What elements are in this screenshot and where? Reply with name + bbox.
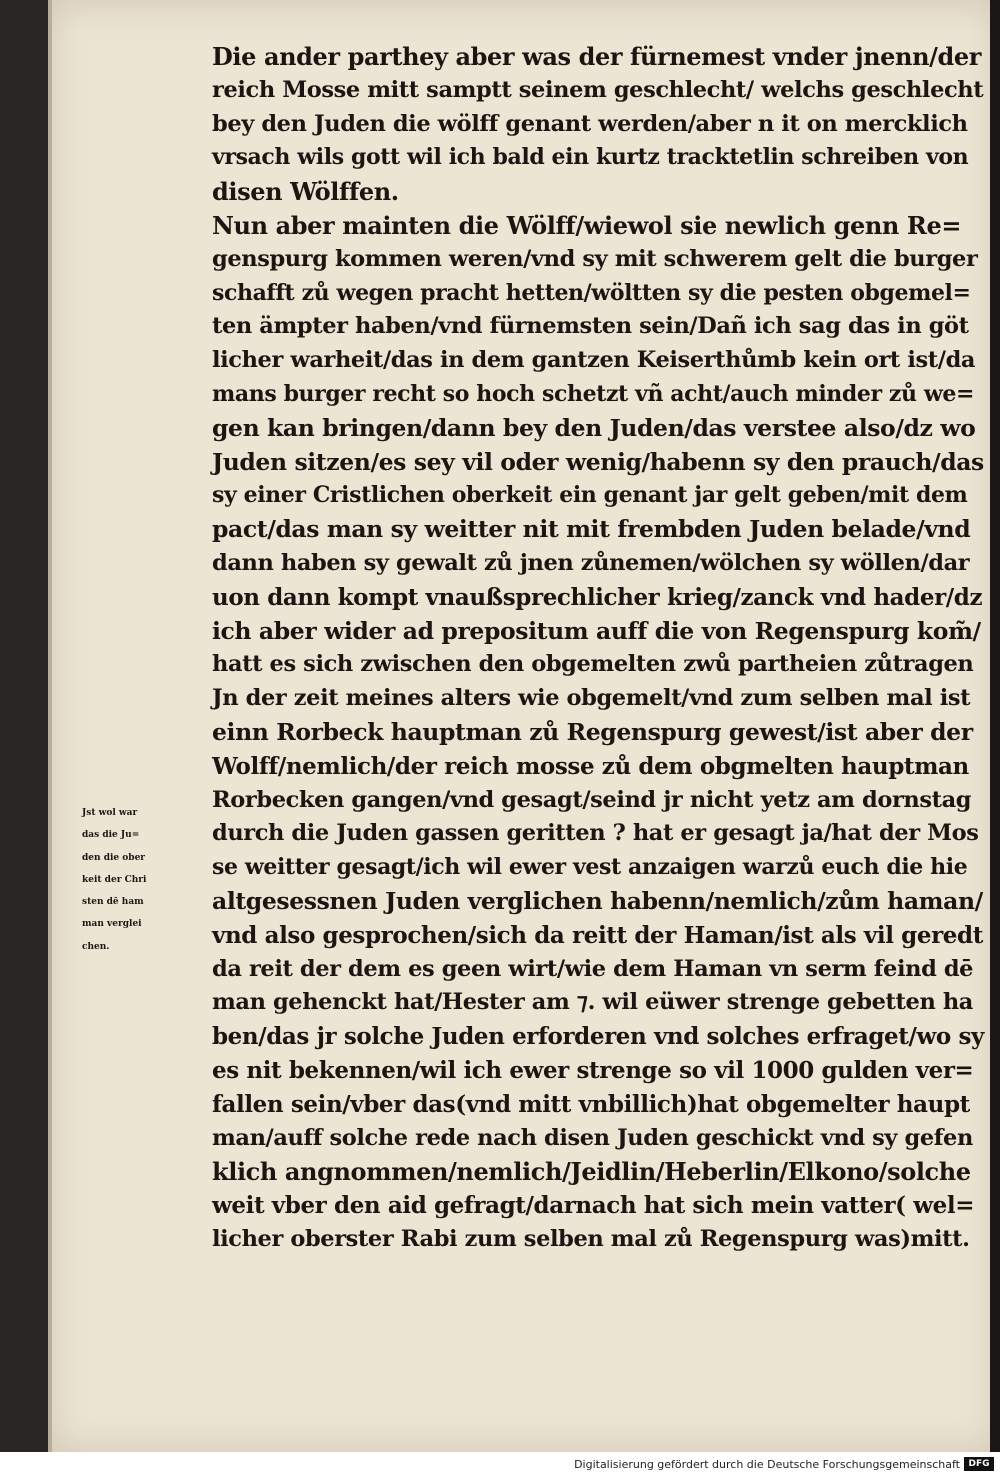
text-line: einn Rorbeck hauptman zů Regenspurg gewest/ist aber der bbox=[212, 717, 973, 746]
text-line: man gehenckt hat/Hester am ⁊. wil eüwer strenge gebetten ha bbox=[212, 989, 973, 1016]
text-line: licher oberster Rabi zum selben mal zů Regenspurg was)mitt. bbox=[212, 1225, 970, 1252]
margin-note-line: Jst wol war bbox=[82, 808, 138, 818]
margin-note-line: den die ober bbox=[82, 852, 146, 863]
page-gutter bbox=[48, 0, 52, 1452]
text-line: Wolff/nemlich/der reich mosse zů dem obgmelten hauptman bbox=[212, 752, 969, 780]
text-line: klich angnommen/nemlich/Jeidlin/Heberlin/Elkono/solche bbox=[212, 1157, 971, 1187]
text-line: gen kan bringen/dann bey den Juden/das verstee also/dz wo bbox=[212, 413, 976, 442]
footer-credit: Digitalisierung gefördert durch die Deutsche Forschungsgemeinschaft bbox=[574, 1458, 960, 1471]
body-text bbox=[212, 40, 984, 1257]
text-line: vnd also gesprochen/sich da reitt der Haman/ist als vil geredt bbox=[212, 921, 983, 949]
text-line: genspurg kommen weren/vnd sy mit schwerem gelt die burger bbox=[212, 245, 978, 272]
page-right-edge bbox=[990, 0, 1000, 1452]
text-line: Die ander parthey aber was der fürnemest vnder jnenn/der bbox=[212, 42, 981, 71]
text-line: ich aber wider ad prepositum auff die von Regenspurg kom̃/ bbox=[212, 616, 981, 645]
margin-note-line: sten dē ham bbox=[82, 897, 144, 908]
text-line: hatt es sich zwischen den obgemelten zwů partheien zůtragen bbox=[212, 651, 974, 678]
text-line: dann haben sy gewalt zů jnen zůnemen/wölchen sy wöllen/dar bbox=[212, 549, 970, 576]
text-line: sy einer Cristlichen oberkeit ein genant jar gelt geben/mit dem bbox=[212, 482, 968, 509]
text-line: altgesessnen Juden verglichen habenn/nemlich/zům haman/ bbox=[212, 886, 983, 915]
text-line: Jn der zeit meines alters wie obgemelt/vnd zum selben mal ist bbox=[212, 685, 971, 712]
margin-note-line: chen. bbox=[82, 941, 110, 952]
margin-note bbox=[82, 802, 222, 958]
margin-note-line: keit der Chri bbox=[82, 874, 147, 885]
text-line: vrsach wils gott wil ich bald ein kurtz tracktetlin schreiben von bbox=[212, 144, 969, 171]
text-line: reich Mosse mitt samptt seinem geschlecht/ welchs geschlecht bbox=[212, 76, 984, 103]
text-line: da reit der dem es geen wirt/wie dem Haman vn serm feind dē bbox=[212, 955, 974, 982]
dfg-logo: DFG bbox=[964, 1457, 994, 1471]
text-line: pact/das man sy weitter nit mit frembden Juden belade/vnd bbox=[212, 515, 971, 544]
text-line: disen Wölffen. bbox=[212, 177, 399, 207]
text-line: bey den Juden die wölff genant werden/aber n it on mercklich bbox=[212, 110, 968, 137]
text-line: ben/das jr solche Juden erforderen vnd solches erfraget/wo sy bbox=[212, 1023, 984, 1051]
margin-note-line: man verglei bbox=[82, 919, 142, 930]
text-line: es nit bekennen/wil ich ewer strenge so vil 1000 gulden ver= bbox=[212, 1056, 974, 1084]
text-line: Juden sitzen/es sey vil oder wenig/habenn sy den prauch/das bbox=[212, 447, 984, 476]
text-line: licher warheit/das in dem gantzen Keiserthůmb kein ort ist/da bbox=[212, 347, 976, 374]
text-line: se weitter gesagt/ich wil ewer vest anzaigen warzů euch die hie bbox=[212, 854, 968, 881]
text-line: fallen sein/vber das(vnd mitt vnbillich)hat obgemelter haupt bbox=[212, 1090, 970, 1118]
text-line: uon dann kompt vnaußsprechlicher krieg/zanck vnd hader/dz bbox=[212, 583, 983, 611]
text-line: man/auff solche rede nach disen Juden geschickt vnd sy gefen bbox=[212, 1124, 973, 1151]
text-line: durch die Juden gassen geritten ? hat er gesagt ja/hat der Mos bbox=[212, 820, 979, 847]
text-line: Nun aber mainten die Wölff/wiewol sie newlich genn Re= bbox=[212, 210, 962, 240]
text-line: mans burger recht so hoch schetzt vñ acht/auch minder zů we= bbox=[212, 380, 975, 407]
margin-note-line: das die Ju= bbox=[82, 830, 140, 841]
text-line: weit vber den aid gefragt/darnach hat sich mein vatter( wel= bbox=[212, 1192, 975, 1220]
text-line: Rorbecken gangen/vnd gesagt/seind jr nicht yetz am dornstag bbox=[212, 786, 972, 813]
text-line: ten ämpter haben/vnd fürnemsten sein/Dañ ich sag das in göt bbox=[212, 313, 969, 340]
text-line: schafft zů wegen pracht hetten/wöltten sy die pesten obgemel= bbox=[212, 279, 971, 306]
